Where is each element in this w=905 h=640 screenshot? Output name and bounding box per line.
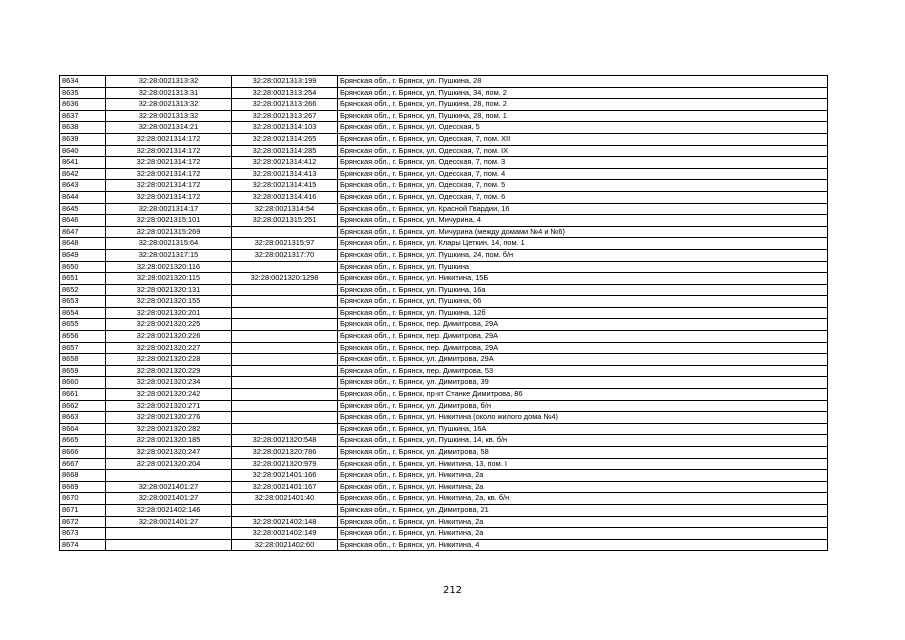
address-cell: Брянская обл., г. Брянск, ул. Одесская, 5 [338,122,828,134]
address-cell: Брянская обл., г. Брянск, ул. Никитина, 15Б [338,273,828,285]
row-number-cell: 8636 [60,99,106,111]
table-row [60,284,828,296]
row-number-cell: 8654 [60,307,106,319]
cadastral-number-cell: 32:28:0021314:172 [106,180,232,192]
row-number-cell: 8655 [60,319,106,331]
row-number-cell: 8667 [60,458,106,470]
cadastral-number-cell: 32:28:0021313:31 [106,87,232,99]
address-cell: Брянская обл., г. Брянск, ул. Клары Цеткин, 14, пом. 1 [338,238,828,250]
table-row [60,539,828,551]
address-cell: Брянская обл., г. Брянск, ул. Пушкина, 12б [338,307,828,319]
object-cadastral-number-cell: 32:28:0021315:97 [232,238,338,250]
table-row [60,365,828,377]
table-row [60,447,828,459]
cadastral-number-cell: 32:28:0021320:276 [106,412,232,424]
address-cell: Брянская обл., г. Брянск, ул. Пушкина, 16А [338,423,828,435]
cadastral-number-cell: 32:28:0021314:172 [106,133,232,145]
table-row [60,99,828,111]
cadastral-number-cell: 32:28:0021320:204 [106,458,232,470]
object-cadastral-number-cell: 32:28:0021314:103 [232,122,338,134]
table-row [60,516,828,528]
row-number-cell: 8673 [60,528,106,540]
table-row [60,435,828,447]
object-cadastral-number-cell: 32:28:0021402:149 [232,528,338,540]
cadastral-number-cell: 32:28:0021320:247 [106,447,232,459]
row-number-cell: 8648 [60,238,106,250]
cadastral-number-cell: 32:28:0021320:155 [106,296,232,308]
table-row [60,481,828,493]
cadastral-number-cell: 32:28:0021320:227 [106,342,232,354]
object-cadastral-number-cell [232,261,338,273]
table-row [60,331,828,343]
row-number-cell: 8674 [60,539,106,551]
row-number-cell: 8638 [60,122,106,134]
cadastral-number-cell: 32:28:0021320:271 [106,400,232,412]
row-number-cell: 8663 [60,412,106,424]
address-cell: Брянская обл., г. Брянск, ул. Пушкина, 66 [338,296,828,308]
table-row [60,191,828,203]
cadastral-number-cell [106,528,232,540]
address-cell: Брянская обл., г. Брянск, пер. Димитрова, 29А [338,331,828,343]
row-number-cell: 8660 [60,377,106,389]
row-number-cell: 8645 [60,203,106,215]
address-cell: Брянская обл., г. Брянск, ул. Пушкина, 16а [338,284,828,296]
row-number-cell: 8653 [60,296,106,308]
table-row [60,354,828,366]
row-number-cell: 8664 [60,423,106,435]
address-cell: Брянская обл., г. Брянск, пер. Димитрова, 53 [338,365,828,377]
address-cell: Брянская обл., г. Брянск, ул. Димитрова, 39 [338,377,828,389]
cadastral-number-cell: 32:28:0021401:27 [106,516,232,528]
cadastral-number-cell: 32:28:0021315:269 [106,226,232,238]
cadastral-number-cell: 32:28:0021402:146 [106,504,232,516]
table-row [60,249,828,261]
table-row [60,180,828,192]
table-row [60,122,828,134]
row-number-cell: 8644 [60,191,106,203]
address-cell: Брянская обл., г. Брянск, ул. Одесская, 7, пом. 4 [338,168,828,180]
table-row [60,168,828,180]
cadastral-number-cell: 32:28:0021401:27 [106,493,232,505]
cadastral-number-cell: 32:28:0021320:229 [106,365,232,377]
cadastral-number-cell: 32:28:0021315:64 [106,238,232,250]
row-number-cell: 8651 [60,273,106,285]
table-row [60,133,828,145]
cadastral-number-cell: 32:28:0021320:115 [106,273,232,285]
cadastral-number-cell: 32:28:0021320:282 [106,423,232,435]
table-row [60,423,828,435]
cadastral-number-cell: 32:28:0021320:225 [106,319,232,331]
registry-table [59,75,828,551]
cadastral-number-cell: 32:28:0021320:242 [106,389,232,401]
object-cadastral-number-cell: 32:28:0021314:285 [232,145,338,157]
object-cadastral-number-cell: 32:28:0021314:416 [232,191,338,203]
address-cell: Брянская обл., г. Брянск, ул. Никитина (около жилого дома №4) [338,412,828,424]
cadastral-number-cell: 32:28:0021401:27 [106,481,232,493]
table-row [60,273,828,285]
table-row [60,528,828,540]
cadastral-number-cell: 32:28:0021320:131 [106,284,232,296]
row-number-cell: 8650 [60,261,106,273]
row-number-cell: 8672 [60,516,106,528]
table-row [60,412,828,424]
address-cell: Брянская обл., г. Брянск, пер. Димитрова, 29А [338,342,828,354]
object-cadastral-number-cell [232,296,338,308]
object-cadastral-number-cell [232,423,338,435]
object-cadastral-number-cell: 32:28:0021313:254 [232,87,338,99]
object-cadastral-number-cell: 32:28:0021317:70 [232,249,338,261]
address-cell: Брянская обл., г. Брянск, ул. Пушкина, 28, пом. 1 [338,110,828,122]
table-row [60,296,828,308]
row-number-cell: 8668 [60,470,106,482]
object-cadastral-number-cell [232,354,338,366]
cadastral-number-cell: 32:28:0021320:234 [106,377,232,389]
address-cell: Брянская обл., г. Брянск, ул. Димитрова, 21 [338,504,828,516]
table-row [60,226,828,238]
address-cell: Брянская обл., г. Брянск, ул. Пушкина, 28 [338,76,828,88]
address-cell: Брянская обл., г. Брянск, ул. Одесская, 7, пом. 6 [338,191,828,203]
address-cell: Брянская обл., г. Брянск, ул. Красной Гвардии, 16 [338,203,828,215]
object-cadastral-number-cell: 32:28:0021320:1298 [232,273,338,285]
object-cadastral-number-cell: 32:28:0021314:412 [232,157,338,169]
address-cell: Брянская обл., г. Брянск, ул. Пушкина, 34, пом. 2 [338,87,828,99]
address-cell: Брянская обл., г. Брянск, ул. Димитрова, 58 [338,447,828,459]
row-number-cell: 8646 [60,215,106,227]
row-number-cell: 8639 [60,133,106,145]
object-cadastral-number-cell: 32:28:0021313:266 [232,99,338,111]
row-number-cell: 8647 [60,226,106,238]
table-row [60,145,828,157]
cadastral-number-cell: 32:28:0021314:17 [106,203,232,215]
table-row [60,261,828,273]
cadastral-number-cell: 32:28:0021314:21 [106,122,232,134]
object-cadastral-number-cell [232,365,338,377]
row-number-cell: 8665 [60,435,106,447]
object-cadastral-number-cell: 32:28:0021401:40 [232,493,338,505]
row-number-cell: 8666 [60,447,106,459]
table-row [60,215,828,227]
address-cell: Брянская обл., г. Брянск, ул. Димитрова, б/н [338,400,828,412]
object-cadastral-number-cell [232,400,338,412]
object-cadastral-number-cell: 32:28:0021314:265 [232,133,338,145]
table-row [60,157,828,169]
row-number-cell: 8640 [60,145,106,157]
table-row [60,307,828,319]
cadastral-number-cell: 32:28:0021314:172 [106,157,232,169]
row-number-cell: 8642 [60,168,106,180]
cadastral-number-cell: 32:28:0021314:172 [106,191,232,203]
address-cell: Брянская обл., г. Брянск, пр-кт Станке Димитрова, 86 [338,389,828,401]
object-cadastral-number-cell: 32:28:0021314:54 [232,203,338,215]
row-number-cell: 8661 [60,389,106,401]
row-number-cell: 8658 [60,354,106,366]
table-row [60,377,828,389]
object-cadastral-number-cell: 32:28:0021401:167 [232,481,338,493]
row-number-cell: 8662 [60,400,106,412]
object-cadastral-number-cell [232,377,338,389]
cadastral-number-cell: 32:28:0021320:185 [106,435,232,447]
address-cell: Брянская обл., г. Брянск, ул. Никитина, 2а [338,470,828,482]
table-row [60,319,828,331]
address-cell: Брянская обл., г. Брянск, ул. Мичурина (между домами №4 и №6) [338,226,828,238]
page-number: 212 [442,585,463,596]
address-cell: Брянская обл., г. Брянск, ул. Пушкина, 14, кв. б/н [338,435,828,447]
registry-table-body [60,76,828,551]
object-cadastral-number-cell [232,342,338,354]
row-number-cell: 8670 [60,493,106,505]
table-row [60,76,828,88]
object-cadastral-number-cell: 32:28:0021314:413 [232,168,338,180]
object-cadastral-number-cell: 32:28:0021401:166 [232,470,338,482]
table-row [60,400,828,412]
object-cadastral-number-cell: 32:28:0021313:199 [232,76,338,88]
object-cadastral-number-cell: 32:28:0021315:251 [232,215,338,227]
object-cadastral-number-cell [232,284,338,296]
table-row [60,458,828,470]
cadastral-number-cell: 32:28:0021320:116 [106,261,232,273]
address-cell: Брянская обл., г. Брянск, ул. Никитина, 13, пом. I [338,458,828,470]
row-number-cell: 8634 [60,76,106,88]
row-number-cell: 8643 [60,180,106,192]
address-cell: Брянская обл., г. Брянск, ул. Никитина, 2а, кв. б/н [338,493,828,505]
address-cell: Брянская обл., г. Брянск, ул. Никитина, 2а [338,528,828,540]
object-cadastral-number-cell [232,389,338,401]
table-row [60,87,828,99]
address-cell: Брянская обл., г. Брянск, ул. Пушкина, 28, пом. 2 [338,99,828,111]
object-cadastral-number-cell: 32:28:0021320:786 [232,447,338,459]
object-cadastral-number-cell [232,226,338,238]
row-number-cell: 8652 [60,284,106,296]
cadastral-number-cell: 32:28:0021320:226 [106,331,232,343]
address-cell: Брянская обл., г. Брянск, ул. Одесская, 7, пом. IX [338,145,828,157]
row-number-cell: 8641 [60,157,106,169]
cadastral-number-cell: 32:28:0021317:15 [106,249,232,261]
cadastral-number-cell [106,539,232,551]
cadastral-number-cell: 32:28:0021320:201 [106,307,232,319]
object-cadastral-number-cell: 32:28:0021314:415 [232,180,338,192]
object-cadastral-number-cell: 32:28:0021402:60 [232,539,338,551]
table-row [60,203,828,215]
row-number-cell: 8669 [60,481,106,493]
address-cell: Брянская обл., г. Брянск, пер. Димитрова, 29А [338,319,828,331]
cadastral-number-cell: 32:28:0021320:228 [106,354,232,366]
address-cell: Брянская обл., г. Брянск, ул. Никитина, 4 [338,539,828,551]
address-cell: Брянская обл., г. Брянск, ул. Никитина, 2а [338,481,828,493]
table-row [60,504,828,516]
table-row [60,342,828,354]
row-number-cell: 8635 [60,87,106,99]
object-cadastral-number-cell: 32:28:0021402:148 [232,516,338,528]
address-cell: Брянская обл., г. Брянск, ул. Мичурина, 4 [338,215,828,227]
row-number-cell: 8656 [60,331,106,343]
table-row [60,389,828,401]
cadastral-number-cell [106,470,232,482]
object-cadastral-number-cell [232,504,338,516]
cadastral-number-cell: 32:28:0021314:172 [106,145,232,157]
object-cadastral-number-cell: 32:28:0021320:548 [232,435,338,447]
address-cell: Брянская обл., г. Брянск, ул. Никитина, 2а [338,516,828,528]
object-cadastral-number-cell [232,307,338,319]
cadastral-number-cell: 32:28:0021313:32 [106,76,232,88]
object-cadastral-number-cell: 32:28:0021320:979 [232,458,338,470]
row-number-cell: 8649 [60,249,106,261]
row-number-cell: 8671 [60,504,106,516]
address-cell: Брянская обл., г. Брянск, ул. Пушкина [338,261,828,273]
object-cadastral-number-cell [232,319,338,331]
table-row [60,493,828,505]
cadastral-number-cell: 32:28:0021313:32 [106,110,232,122]
address-cell: Брянская обл., г. Брянск, ул. Димитрова, 29А [338,354,828,366]
address-cell: Брянская обл., г. Брянск, ул. Пушкина, 24, пом. б/н [338,249,828,261]
address-cell: Брянская обл., г. Брянск, ул. Одесская, 7, пом. XII [338,133,828,145]
object-cadastral-number-cell [232,331,338,343]
address-cell: Брянская обл., г. Брянск, ул. Одесская, 7, пом. 5 [338,180,828,192]
object-cadastral-number-cell: 32:28:0021313:267 [232,110,338,122]
row-number-cell: 8637 [60,110,106,122]
cadastral-number-cell: 32:28:0021315:101 [106,215,232,227]
table-row [60,110,828,122]
table-row [60,470,828,482]
table-row [60,238,828,250]
row-number-cell: 8659 [60,365,106,377]
address-cell: Брянская обл., г. Брянск, ул. Одесская, 7, пом. 3 [338,157,828,169]
row-number-cell: 8657 [60,342,106,354]
object-cadastral-number-cell [232,412,338,424]
cadastral-number-cell: 32:28:0021313:32 [106,99,232,111]
cadastral-number-cell: 32:28:0021314:172 [106,168,232,180]
